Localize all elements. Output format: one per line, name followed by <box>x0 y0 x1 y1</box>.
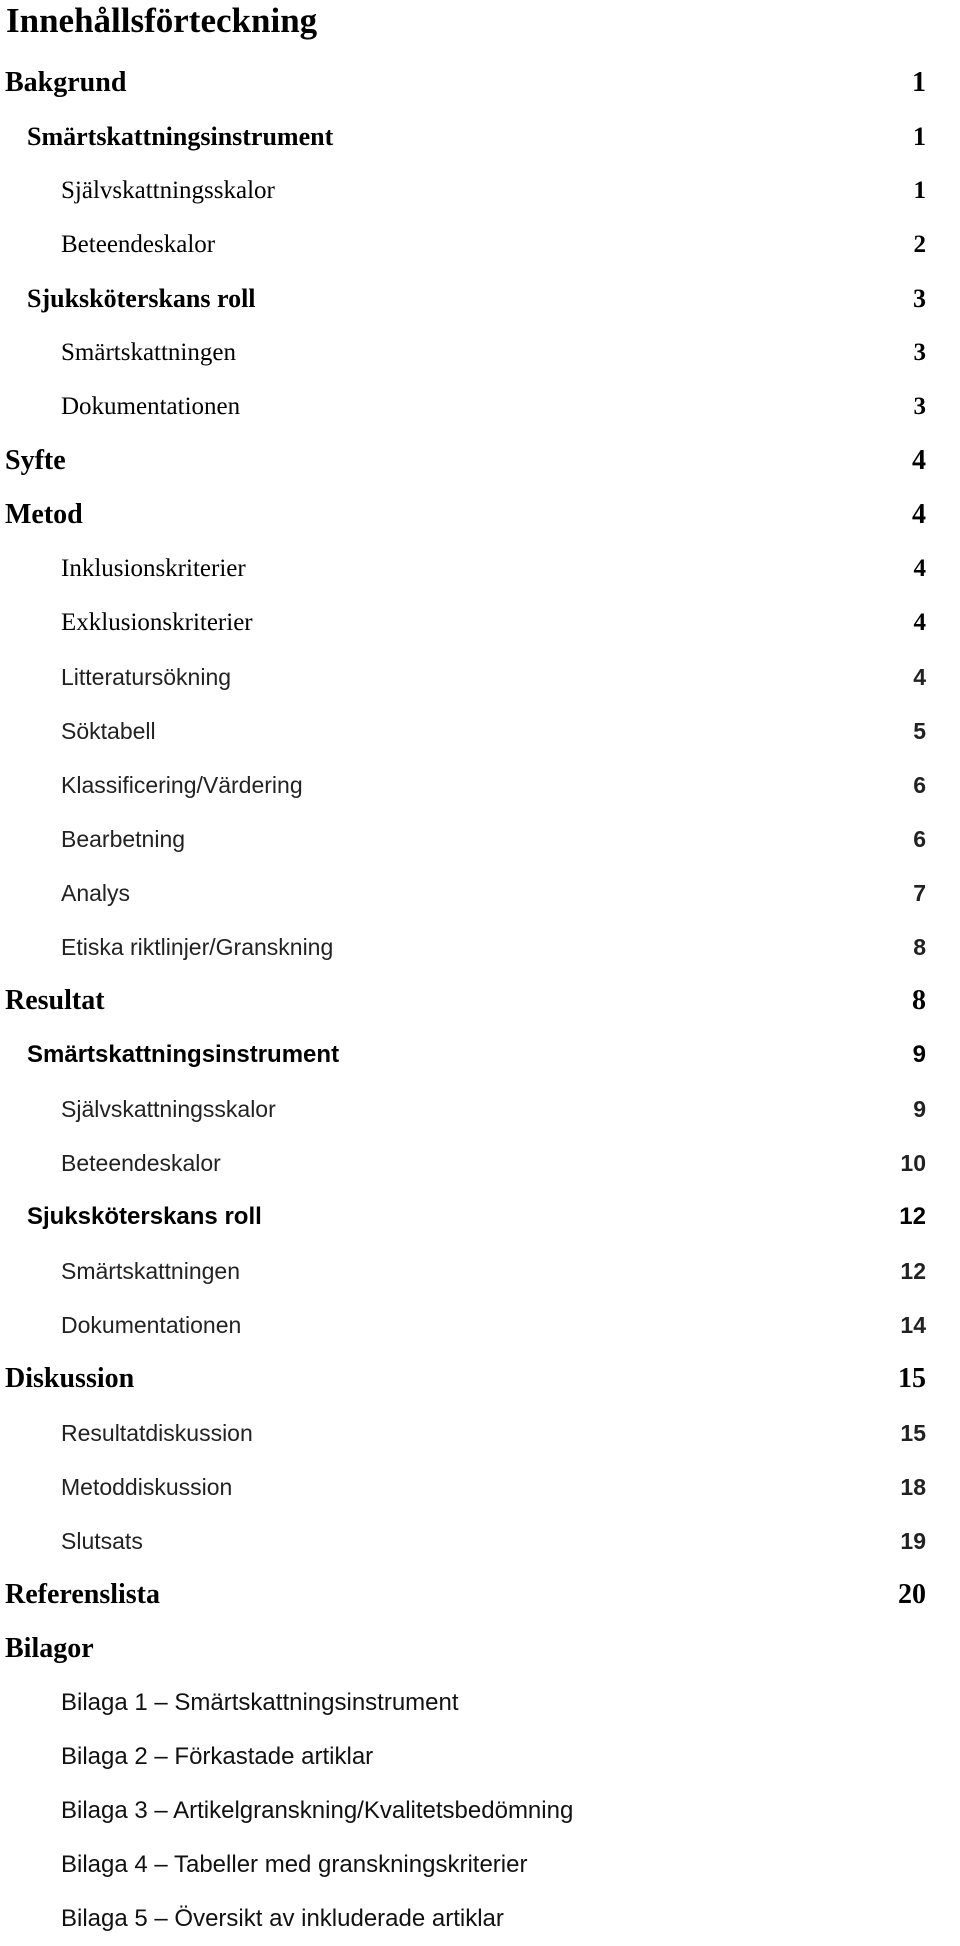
toc-entry-page-number: 5 <box>913 718 926 744</box>
toc-entry-title: Analys <box>61 880 131 906</box>
toc-entry-page-number: 9 <box>913 1096 926 1122</box>
toc-entry-title: Bilaga 5 – Översikt av inkluderade artiklar <box>61 1905 504 1932</box>
toc-entry-page-number: 4 <box>913 664 926 690</box>
toc-entry[interactable] <box>0 596 960 650</box>
toc-entry-title: Klassificering/Värdering <box>61 772 303 798</box>
toc-entry-page-number: 6 <box>913 772 926 798</box>
toc-entry[interactable] <box>0 1676 960 1730</box>
toc-entry-title: Bakgrund <box>5 67 127 98</box>
toc-entry-page-number: 3 <box>913 393 926 420</box>
toc-entry[interactable] <box>0 1838 960 1892</box>
toc-entry[interactable] <box>0 56 960 110</box>
toc-entry[interactable] <box>0 1298 960 1352</box>
toc-entry-title: Beteendeskalor <box>61 231 216 258</box>
toc-entry-page-number: 12 <box>899 1203 926 1230</box>
toc-entry-page-number: 14 <box>900 1312 926 1338</box>
toc-entry-page-number: 4 <box>913 609 926 636</box>
toc-entry[interactable] <box>0 1514 960 1568</box>
toc-entry-page-number: 18 <box>900 1474 926 1500</box>
toc-entry-title: Bilagor <box>5 1633 94 1664</box>
toc-entry[interactable] <box>0 704 960 758</box>
page-title: Innehållsförteckning <box>6 1 318 40</box>
toc-entry-title: Sjuksköterskans roll <box>27 284 256 313</box>
table-of-contents <box>0 56 960 1946</box>
toc-entry[interactable] <box>0 1028 960 1082</box>
toc-entry[interactable] <box>0 218 960 272</box>
toc-entry[interactable] <box>0 1406 960 1460</box>
toc-entry-title: Självskattningsskalor <box>61 177 275 204</box>
toc-entry-title: Etiska riktlinjer/Granskning <box>61 934 334 960</box>
toc-entry[interactable] <box>0 866 960 920</box>
toc-entry-page-number: 3 <box>913 339 926 366</box>
toc-entry-title: Syfte <box>5 445 66 476</box>
toc-entry-title: Metod <box>5 499 83 530</box>
toc-entry[interactable] <box>0 1244 960 1298</box>
toc-entry[interactable] <box>0 380 960 434</box>
toc-entry-page-number: 20 <box>898 1579 926 1610</box>
toc-entry-page-number: 10 <box>900 1150 926 1176</box>
toc-entry[interactable] <box>0 1622 960 1676</box>
toc-entry-page-number: 4 <box>912 499 926 530</box>
toc-entry-page-number: 15 <box>898 1363 926 1394</box>
toc-entry-title: Metoddiskussion <box>61 1474 233 1500</box>
toc-entry-title: Söktabell <box>61 718 156 744</box>
toc-entry-title: Smärtskattningsinstrument <box>27 1041 340 1068</box>
toc-entry[interactable] <box>0 1460 960 1514</box>
toc-entry-title: Smärtskattningen <box>61 1258 240 1284</box>
toc-entry-title: Bilaga 3 – Artikelgranskning/Kvalitetsbedömning <box>61 1797 574 1824</box>
toc-entry[interactable] <box>0 812 960 866</box>
toc-entry-title: Självskattningsskalor <box>61 1096 276 1122</box>
toc-entry-title: Inklusionskriterier <box>61 555 246 582</box>
toc-entry[interactable] <box>0 1352 960 1406</box>
toc-entry[interactable] <box>0 650 960 704</box>
toc-entry[interactable] <box>0 434 960 488</box>
toc-entry[interactable] <box>0 272 960 326</box>
toc-entry-page-number: 12 <box>900 1258 926 1284</box>
toc-entry[interactable] <box>0 542 960 596</box>
toc-entry[interactable] <box>0 1190 960 1244</box>
toc-entry[interactable] <box>0 1784 960 1838</box>
toc-entry[interactable] <box>0 1136 960 1190</box>
toc-entry-page-number: 8 <box>913 934 926 960</box>
toc-entry-page-number: 9 <box>912 1041 926 1068</box>
toc-entry-title: Bilaga 1 – Smärtskattningsinstrument <box>61 1689 459 1716</box>
toc-entry-title: Litteratursökning <box>61 664 232 690</box>
toc-entry-page-number: 1 <box>912 67 926 98</box>
toc-entry[interactable] <box>0 1082 960 1136</box>
toc-entry-page-number: 7 <box>913 880 926 906</box>
toc-entry-title: Smärtskattningsinstrument <box>27 122 334 151</box>
toc-entry-title: Sjuksköterskans roll <box>27 1203 262 1230</box>
toc-entry-page-number: 3 <box>913 284 926 313</box>
toc-entry-title: Exklusionskriterier <box>61 609 253 636</box>
toc-entry-title: Dokumentationen <box>61 1312 242 1338</box>
toc-entry-page-number: 4 <box>912 445 926 476</box>
toc-entry-page-number: 1 <box>913 177 926 204</box>
toc-entry[interactable] <box>0 1568 960 1622</box>
toc-entry-page-number: 6 <box>913 826 926 852</box>
toc-entry-title: Smärtskattningen <box>61 339 236 366</box>
toc-entry-title: Bilaga 2 – Förkastade artiklar <box>61 1743 374 1770</box>
toc-entry-title: Diskussion <box>5 1363 135 1394</box>
toc-entry-page-number: 8 <box>912 985 926 1016</box>
toc-entry-page-number: 15 <box>900 1420 926 1446</box>
toc-entry-title: Referenslista <box>5 1579 160 1610</box>
toc-entry-title: Beteendeskalor <box>61 1150 221 1176</box>
toc-entry[interactable] <box>0 920 960 974</box>
toc-entry-title: Bearbetning <box>61 826 186 852</box>
toc-entry-title: Resultatdiskussion <box>61 1420 253 1446</box>
toc-entry-title: Resultat <box>5 985 105 1016</box>
toc-entry[interactable] <box>0 488 960 542</box>
toc-entry[interactable] <box>0 1730 960 1784</box>
toc-entry-title: Slutsats <box>61 1528 143 1554</box>
toc-entry[interactable] <box>0 1892 960 1946</box>
toc-entry[interactable] <box>0 326 960 380</box>
toc-entry[interactable] <box>0 110 960 164</box>
toc-entry[interactable] <box>0 164 960 218</box>
toc-entry-title: Bilaga 4 – Tabeller med granskningskriterier <box>61 1851 528 1878</box>
toc-entry-page-number: 1 <box>913 122 926 151</box>
toc-entry-title: Dokumentationen <box>61 393 241 420</box>
toc-entry[interactable] <box>0 758 960 812</box>
toc-entry[interactable] <box>0 974 960 1028</box>
toc-entry-page-number: 19 <box>900 1528 926 1554</box>
toc-entry-page-number: 4 <box>913 555 926 582</box>
toc-entry-page-number: 2 <box>913 231 926 258</box>
